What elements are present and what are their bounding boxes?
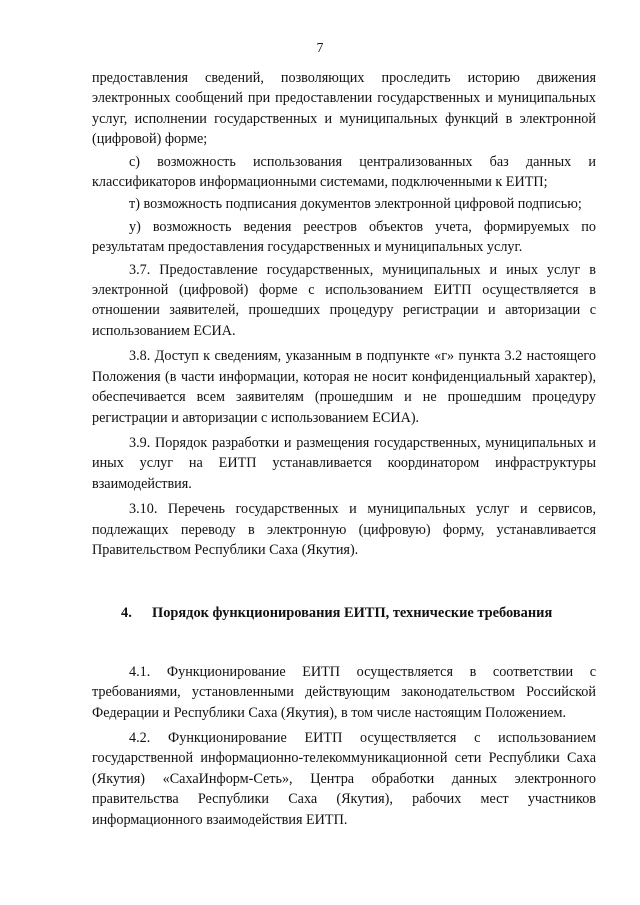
list-item-s: с) возможность использования централизованных баз данных и классификаторов информационными системами, подключенными к ЕИТП; (92, 153, 596, 191)
section-heading (92, 603, 596, 623)
page-number: 7 (316, 40, 324, 55)
list-item-t: т) возможность подписания документов электронной цифровой подписью; (129, 196, 582, 213)
section-title: Порядок функционирования ЕИТП, технические требования (152, 605, 553, 622)
paragraph-continuation: предоставления сведений, позволяющих проследить историю движения электронных сообщений при предоставлении государственных и муниципальных услуг, исполнении государственных и муниципальных функций в электронной (цифровой) форме; (92, 70, 596, 148)
clause-4-2: 4.2. Функционирование ЕИТП осуществляется с использованием государственной информационно-телекоммуникационной сети Республики Саха (Якутия) «СахаИнформ-Сеть», Центра обработки данных электронного правительства Республики Саха (Якутия), рабочих мест участников информационного взаимодействия ЕИТП. (92, 729, 596, 828)
clause-3-7: 3.7. Предоставление государственных, муниципальных и иных услуг в электронной (цифровой) форме с использованием ЕИТП осуществляется в отношении заявителей, прошедших процедуру регистрации и авторизации с использованием ЕСИА. (92, 261, 596, 339)
clause-3-10: 3.10. Перечень государственных и муниципальных услуг и сервисов, подлежащих переводу в электронную (цифровую) форму, устанавливается Правительством Республики Саха (Якутия). (92, 501, 596, 558)
clause-4-1: 4.1. Функционирование ЕИТП осуществляется в соответствии с требованиями, установленными действующим законодательством Российской Федерации и Республики Саха (Якутия), в том числе настоящим Положением. (92, 663, 596, 721)
document-body (92, 68, 596, 832)
clause-3-9: 3.9. Порядок разработки и размещения государственных, муниципальных и иных услуг на ЕИТП устанавливается координатором инфраструктуры взаимодействия. (92, 434, 596, 492)
section-number: 4. (121, 605, 132, 622)
clause-3-8: 3.8. Доступ к сведениям, указанным в подпункте «г» пункта 3.2 настоящего Положения (в части информации, которая не носит конфиденциальный характер), обеспечивается всем заявителям (прошедшим и не прошедшим процедуру регистрации и авторизации с использованием ЕСИА). (92, 348, 596, 426)
list-item-u: у) возможность ведения реестров объектов учета, формируемых по результатам предоставления государственных и муниципальных услуг. (92, 218, 596, 256)
